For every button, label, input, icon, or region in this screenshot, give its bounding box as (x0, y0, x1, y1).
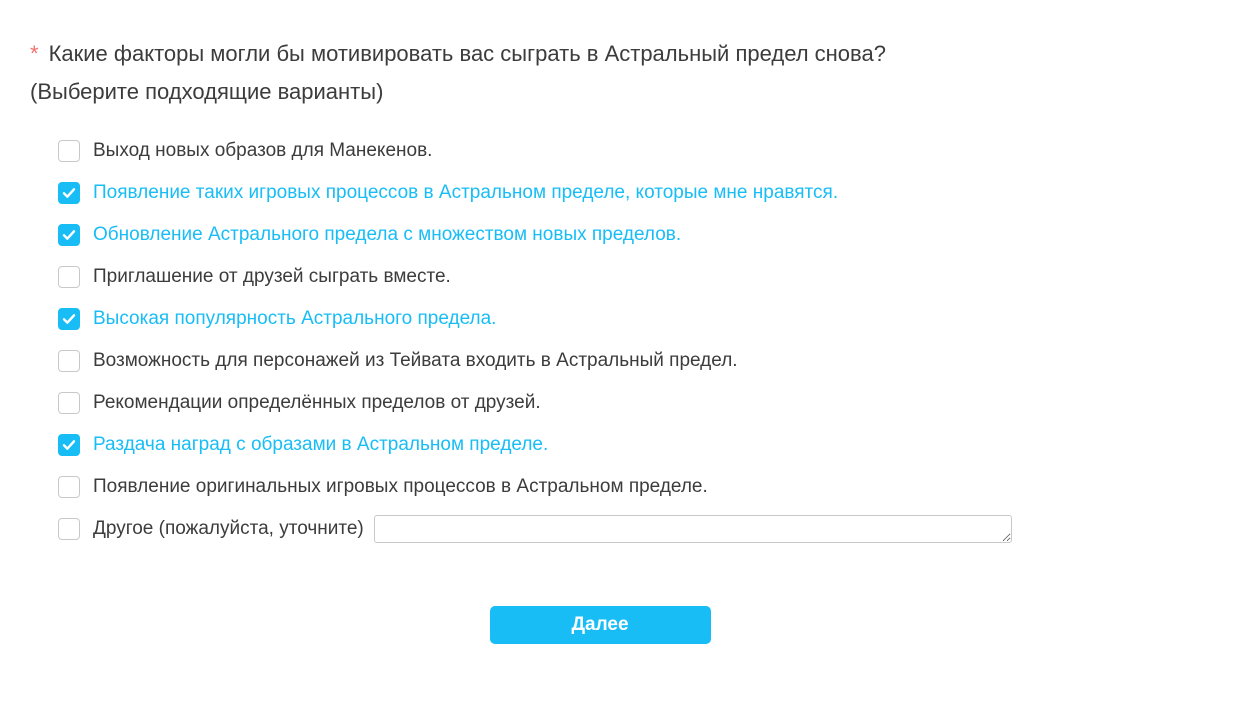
checkbox[interactable] (58, 308, 80, 330)
options-list (58, 130, 1207, 550)
check-icon (61, 227, 77, 243)
option-label[interactable]: Высокая популярность Астрального предела. (93, 308, 497, 329)
checkbox-option[interactable] (58, 466, 1207, 508)
question-block (30, 38, 1207, 108)
question-title: Какие факторы могли бы мотивировать вас сыграть в Астральный предел снова? (48, 41, 886, 66)
checkbox[interactable] (58, 350, 80, 372)
checkbox-option[interactable] (58, 382, 1207, 424)
checkbox-option[interactable] (58, 508, 1207, 550)
option-label[interactable]: Возможность для персонажей из Тейвата входить в Астральный предел. (93, 350, 738, 371)
option-label[interactable]: Другое (пожалуйста, уточните) (93, 518, 364, 539)
checkbox[interactable] (58, 518, 80, 540)
checkbox[interactable] (58, 266, 80, 288)
check-icon (61, 185, 77, 201)
checkbox-option[interactable] (58, 298, 1207, 340)
option-label[interactable]: Выход новых образов для Манекенов. (93, 140, 433, 161)
checkbox-option[interactable] (58, 130, 1207, 172)
next-button[interactable]: Далее (490, 606, 711, 644)
option-label[interactable]: Появление таких игровых процессов в Астральном пределе, которые мне нравятся. (93, 182, 839, 203)
checkbox-option[interactable] (58, 172, 1207, 214)
checkbox[interactable] (58, 140, 80, 162)
checkbox[interactable] (58, 476, 80, 498)
option-label[interactable]: Появление оригинальных игровых процессов в Астральном пределе. (93, 476, 708, 497)
question-subtitle: (Выберите подходящие варианты) (30, 79, 384, 104)
option-label[interactable]: Обновление Астрального предела с множеством новых пределов. (93, 224, 682, 245)
checkbox-option[interactable] (58, 256, 1207, 298)
button-row (30, 606, 1170, 644)
checkbox[interactable] (58, 182, 80, 204)
other-specify-input[interactable] (374, 515, 1012, 543)
option-label[interactable]: Раздача наград с образами в Астральном пределе. (93, 434, 549, 455)
question-title-row (30, 38, 1207, 70)
checkbox[interactable] (58, 434, 80, 456)
required-asterisk: * (30, 41, 39, 66)
checkbox[interactable] (58, 224, 80, 246)
checkbox-option[interactable] (58, 340, 1207, 382)
checkbox-option[interactable] (58, 424, 1207, 466)
checkbox-option[interactable] (58, 214, 1207, 256)
option-label[interactable]: Рекомендации определённых пределов от друзей. (93, 392, 541, 413)
option-label[interactable]: Приглашение от друзей сыграть вместе. (93, 266, 451, 287)
check-icon (61, 437, 77, 453)
check-icon (61, 311, 77, 327)
checkbox[interactable] (58, 392, 80, 414)
